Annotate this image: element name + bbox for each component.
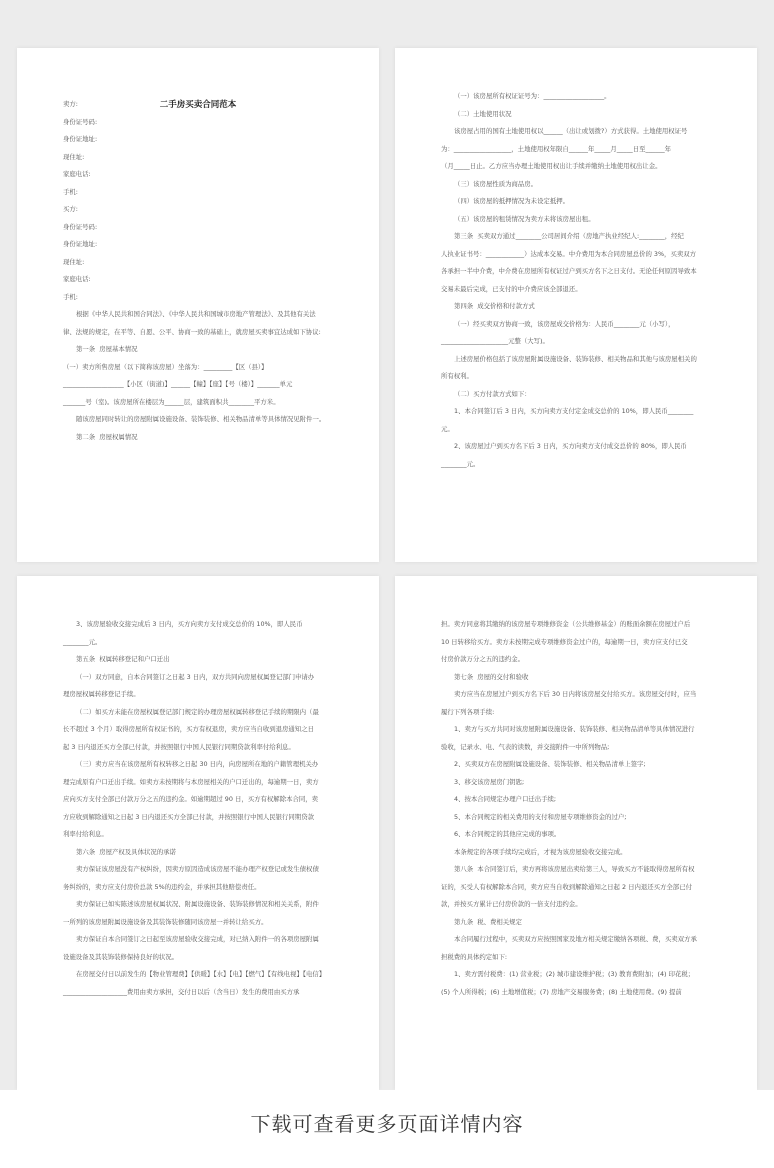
text-line: 设施设备及其装饰装修保持良好的状况。 [63,952,179,961]
text-line: 现住址: [63,152,85,161]
document-page-4 [395,576,757,1090]
text-line: 3、移交该房屋房门钥匙; [454,777,525,786]
text-line: 应向买方支付全部已付款万分之五的违约金。如逾期超过 90 日，买方有权解除本合同，卖 [63,795,319,803]
text-line: 第六条 房屋产权及具体状况的承诺 [76,847,176,856]
text-line: 2、买卖双方在房屋附属设施设备、装饰装修、相关物品清单上签字; [454,760,646,768]
text-line: 验收，记录水、电、气表的读数，并交接附件一中所列物品; [441,742,610,751]
text-line: （三）该房屋性质为商品房。 [454,179,538,188]
text-line: 款，并按买方累计已付房价款的一倍支付违约金。 [441,900,582,908]
document-page-3 [17,576,379,1090]
text-line: 各承担一半中介费，中介费在房屋所有权证过户到买方名下之日支付。无论任何原因导致本 [441,267,697,275]
text-line: （五）该房屋的租赁情况为卖方未将该房屋出租。 [454,214,595,223]
text-line: 第九条 税、费相关规定 [454,917,522,926]
text-line: _____________________元整（大写)。 [441,337,549,345]
text-line: 2、该房屋过户到买方名下后 3 日内，买方向卖方支付成交总价的 80%，即人民币 [454,442,687,450]
text-line: 证的，买受人有权解除本合同，卖方应当自收到解除通知之日起 2 日内退还买方全部已付 [441,882,692,891]
text-line: 5、本合同规定的相关费用的支付和房屋专项维修资金的过户; [454,812,627,821]
text-line: 交易未最后完成，已支付的中介费应该全部退还。 [441,284,582,293]
text-line: 利率付给利息。 [63,830,108,838]
text-line: 卖方: [63,100,78,108]
text-line: 所有权利。 [441,372,473,380]
text-line: 家庭电话: [63,170,91,178]
text-line: 第八条 本合同签订后，卖方再将该房屋出卖给第三人，导致买方不能取得房屋所有权 [454,865,695,873]
text-line: 第七条 房屋的交付和验收 [454,672,529,681]
text-line: 元。 [441,424,454,433]
text-line: _______号（室)。该房屋所在楼层为______层，建筑面积共________平方米。 [63,397,280,406]
text-line: 担。卖方同意将其缴纳的该房屋专项维修资金（公共维修基金）的账面余额在房屋过户后 [441,620,691,628]
text-line: 1、卖方与买方共同对该房屋附属设施设备、装饰装修、相关物品清单等具体情况进行 [454,725,695,733]
text-line: 第五条 权属转移登记和户口迁出 [76,655,170,663]
page-3-text [63,616,333,1001]
document-page-1 [17,48,379,562]
text-line: 本条规定的各项手续均完成后，才视为该房屋验收交接完成。 [454,847,627,856]
text-line: 3、该房屋验收交接完成后 3 日内，买方向卖方支付成交总价的 10%，即人民币 [76,620,303,628]
text-line: ___________________【小区（街道)】______【幢】【座】【号（楼）】_______单元 [63,380,293,388]
text-line: （四）该房屋的抵押情况为未设定抵押。 [454,197,570,205]
text-line: 身份证地址: [63,240,98,248]
text-line: 身份证地址: [63,135,98,143]
text-line: 长不超过 3 个月）取得房屋所有权证书的，买方有权退房，卖方应当自收到退房通知之日 [63,725,314,733]
text-line: （月_____日止。乙方应当办理土地使用权出让手续并缴纳土地使用权出让金。 [441,162,662,170]
text-line: （二）土地使用状况 [454,109,512,118]
text-line: 该房屋占用的国有土地使用权以______（出让或划拨?）方式获得。土地使用权证号 [454,127,688,135]
text-line: 现住址: [63,257,85,266]
text-line: ____________________费用由卖方承担，交付日以后（含当日）发生的费用由买方承 [63,987,300,996]
text-line: 卖方保证该房屋没有产权纠纷，因卖方原因造成该房屋不能办理产权登记或发生债权债 [76,865,319,873]
text-line: 1、卖方需付税费：(1) 营业税；(2) 城市建设维护税；(3) 教育费附加；(4) 印花税； [454,970,695,978]
text-line: 律、法规的规定，在平等、自愿、公平、协商一致的基础上，就房屋买卖事宜达成如下协议: [63,327,321,336]
text-line: 卖方应当在房屋过户到买方名下后 30 日内将该房屋交付给买方。该房屋交付时，应当 [454,690,697,698]
download-more-caption: 下载可查看更多页面详情内容 [250,1112,524,1136]
text-line: 随该房屋同时转让的房屋附属设施设备、装饰装修、相关物品清单等具体情况见附件一。 [76,415,326,423]
text-line: 第二条 房屋权属情况 [76,432,138,441]
page-4-text [441,616,711,1001]
text-line: 理房屋权属转移登记手续。 [63,690,140,698]
text-line: 家庭电话: [63,275,91,283]
text-line: 根据《中华人民共和国合同法》、《中华人民共和国城市房地产管理法》、及其他有关法 [76,310,316,318]
text-line: ________元。 [63,637,102,646]
text-line: （一）经买卖双方协商一致，该房屋成交价格为：人民币________元（小写）， [454,319,675,328]
text-line: 第一条 房屋基本情况 [76,345,138,353]
text-line: 在房屋交付日以前发生的【物业管理费】【供暖】【水】【电】【燃气】【有线电视】【电信】 [76,970,326,978]
text-line: 身份证号码: [63,117,98,126]
page-1-text [63,96,333,446]
text-line: 履行下列各项手续: [441,707,495,716]
text-line: 第四条 成交价格和付款方式 [454,302,535,310]
text-line: （三）卖方应当在该房屋所有权转移之日起 30 日内，向房屋所在地的户籍管理机关办 [76,760,319,768]
text-line: 务纠纷的，卖方应支付房价总款 5%的违约金，并承担其他赔偿责任。 [63,882,261,891]
text-line: (5) 个人所得税；(6) 土地增值税；(7) 房地产交易服务费；(8) 土地使用费。(9) 提前 [441,987,682,996]
text-line: 身份证号码: [63,222,98,231]
text-line: 方应收到解除通知之日起 3 日内退还买方全部已付款，并按照银行中国人民银行同期贷款 [63,812,314,821]
text-line: 为：__________________，土地使用权年限自______年_____月_____日至______年 [441,144,672,153]
text-line: （二）如买方未能在房屋权属登记部门规定的办理房屋权属转移登记手续的期限内（最 [76,707,319,716]
document-title: 二手房买卖合同范本 [159,100,237,110]
text-line: （二）买方付款方式如下： [454,389,531,398]
text-line: （一）卖方所售房屋（以下简称该房屋）坐落为：_________【区（县）】 [63,362,268,371]
text-line: 付房价款万分之五的违约金。 [441,655,525,663]
text-line: 6、本合同规定的其他应完成的事项。 [454,830,561,838]
text-line: 人执业证书号：____________）达成本交易。中介费用为本合同房屋总价的 3%，买卖双方 [441,249,697,258]
page-2-text [441,88,711,473]
text-line: 买方: [63,205,78,213]
text-line: 一所列的该房屋附属设施设备及其装饰装修随同该房屋一并转让给买方。 [63,917,268,926]
document-page-2 [395,48,757,562]
text-line: 本合同履行过程中，买卖双方应按照国家及地方相关规定缴纳各项税、费，买卖双方承 [454,935,697,943]
text-line: 手机: [63,292,78,301]
text-line: （一）双方同意，自本合同签订之日起 3 日内，双方共同向房屋权属登记部门申请办 [76,672,315,681]
text-line: 1、本合同签订后 3 日内，买方向卖方支付定金成交总价的 10%，即人民币________ [454,407,694,415]
text-line: （一）该房屋所有权证证号为：___________________。 [454,92,611,100]
text-line: 担税费的具体约定如下: [441,952,508,961]
text-line: 上述房屋价格包括了该房屋附属设施设备、装饰装修、相关物品和其他与该房屋相关的 [454,354,697,363]
text-line: 理完成原有户口迁出手续。如卖方未按期将与本房屋相关的户口迁出的，每逾期一日，卖方 [63,777,319,786]
text-line: 10 日转移给买方。卖方未按期完成专项维修资金过户的，每逾期一日，卖方应支付已交 [441,637,688,646]
text-line: 卖方保证已如实陈述该房屋权属状况、附属设施设备、装饰装修情况和相关关系，附件 [76,900,319,908]
text-line: 4、按本合同规定办理户口迁出手续; [454,795,557,803]
text-line: 卖方保证自本合同签订之日起至该房屋验收交接完成，对已纳入附件一的各项房屋附属 [76,935,319,943]
text-line: 起 3 日内退还买方全部已付款，并按照银行中国人民银行同期贷款利率付给利息。 [63,742,295,751]
text-line: 手机: [63,187,78,196]
text-line: 第三条 买卖双方通过________公司居间介绍（房地产执业经纪人:________，经纪 [454,232,684,240]
text-line: ________元。 [441,459,480,468]
